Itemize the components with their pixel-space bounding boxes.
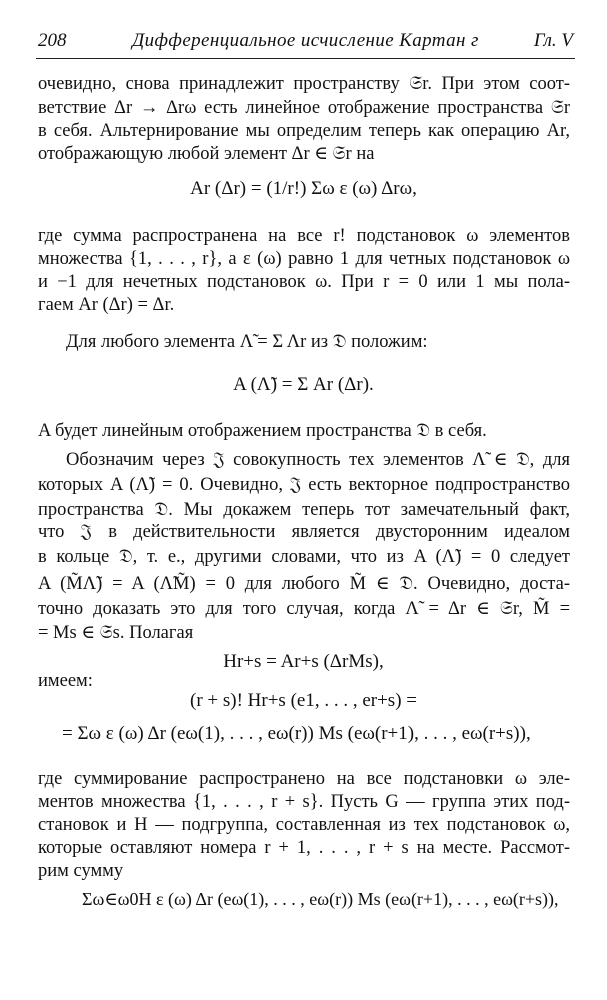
text-line: рим сумму xyxy=(38,861,124,881)
formula-sum-over-coset: Σω∈ω0H ε (ω) Δr (eω(1), . . . , eω(r)) Ms (eω(r+1), . . . , eω(r+s)), xyxy=(82,889,559,909)
running-header xyxy=(38,30,573,58)
text-line: A будет линейным отображением пространства 𝔇 в себя. xyxy=(38,421,487,441)
text-line: где суммирование распространено на все подстановки ω эле- xyxy=(38,769,570,789)
text-line: множества {1, . . . , r}, а ε (ω) равно 1 для четных подстановок ω xyxy=(38,249,570,269)
text-line: отображающую любой элемент Δr ∈ 𝔖r на xyxy=(38,144,375,164)
running-title: Дифференциальное исчисление Картан г xyxy=(132,30,479,51)
text-line: A (M̃Λ̃) = A (Λ̃M̃) = 0 для любого M̃ ∈ 𝔇. Очевидно, доста- xyxy=(38,574,570,594)
formula-A-lambda: A (Λ̃) = Σ Ar (Δr). xyxy=(233,374,374,395)
text-line: которых A (Λ̃) = 0. Очевидно, 𝔍 есть векторное подпространство xyxy=(38,475,570,495)
formula-alternation: Ar (Δr) = (1/r!) Σω ε (ω) Δrω, xyxy=(190,178,417,199)
text-line: и −1 для нечетных подстановок ω. При r = 0 или 1 мы пола- xyxy=(38,272,570,292)
formula-H: Hr+s = Ar+s (ΔrMs), xyxy=(223,651,384,672)
text-line: становок и H — подгруппа, составленная из тех подстановок ω, xyxy=(38,815,570,835)
text-line: Для любого элемента Λ̃ = Σ Λr из 𝔇 положим: xyxy=(66,332,428,352)
text-line: = Ms ∈ 𝔖s. Полагая xyxy=(38,623,194,643)
text-line: которые оставляют номера r + 1, . . . , r + s на месте. Рассмот- xyxy=(38,838,570,858)
text-line: что 𝔍 в действительности является двусторонним идеалом xyxy=(38,522,570,542)
text-line: где сумма распространена на все r! подстановок ω элементов xyxy=(38,226,570,246)
text-line: гаем Ar (Δr) = Δr. xyxy=(38,295,175,315)
header-rule xyxy=(36,58,575,59)
text-line: Обозначим через 𝔍 совокупность тех элементов Λ̃ ∈ 𝔇, для xyxy=(66,450,570,470)
text-line: в кольце 𝔇, т. е., другими словами, что из A (Λ̃) = 0 следует xyxy=(38,547,570,567)
text-line: ветствие Δr → Δrω есть линейное отображение пространства 𝔖r xyxy=(38,98,570,118)
chapter-label: Гл. V xyxy=(533,30,573,51)
text-line: точно доказать это для того случая, когда Λ̃ = Δr ∈ 𝔖r, M̃ = xyxy=(38,599,570,619)
formula-product-right: = Σω ε (ω) Δr (eω(1), . . . , eω(r)) Ms (eω(r+1), . . . , eω(r+s)), xyxy=(62,723,531,744)
text-line: в себя. Альтернирование мы определим теперь как операцию Ar, xyxy=(38,121,570,141)
text-line: имеем: xyxy=(38,671,93,691)
text-line: ментов множества {1, . . . , r + s}. Пусть G — группа этих под- xyxy=(38,792,570,812)
formula-product-left: (r + s)! Hr+s (e1, . . . , er+s) = xyxy=(190,690,417,711)
text-line: очевидно, снова принадлежит пространству 𝔖r. При этом соот- xyxy=(38,74,570,94)
page-number: 208 xyxy=(38,30,67,51)
text-line: пространства 𝔇. Мы докажем теперь тот замечательный факт, xyxy=(38,500,570,520)
